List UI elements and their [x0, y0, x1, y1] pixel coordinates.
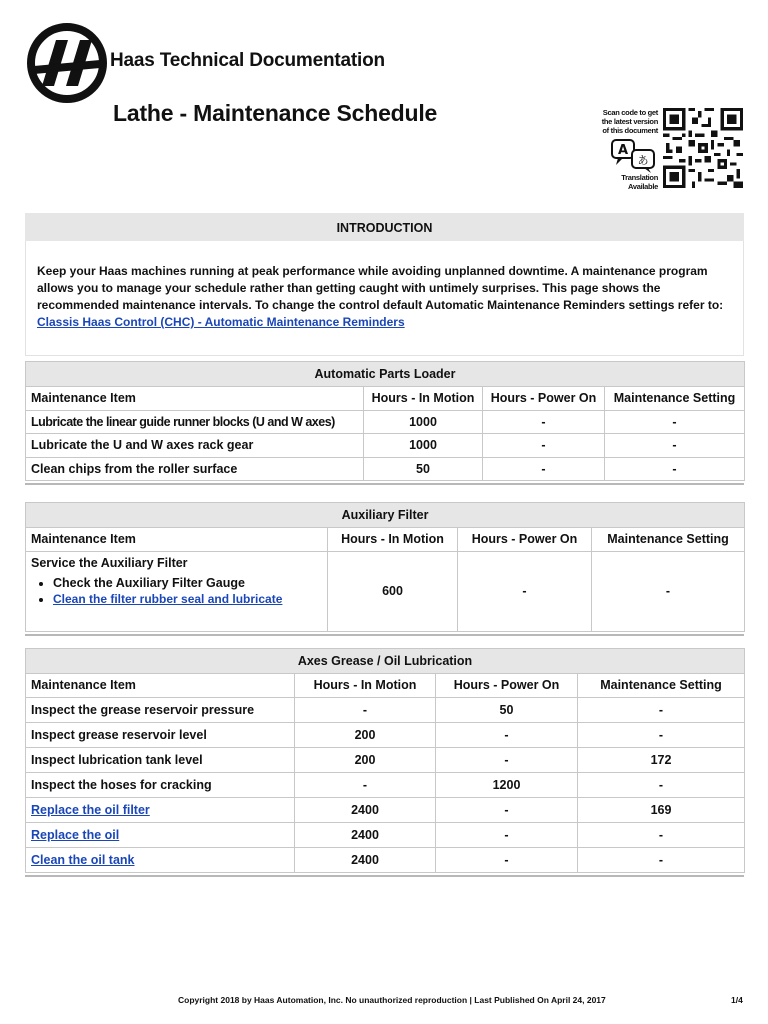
- table-row: [26, 697, 745, 722]
- grease-section: [25, 648, 744, 877]
- row-motion: 1000: [364, 434, 483, 458]
- brand-title: Haas Technical Documentation: [110, 50, 385, 71]
- row-power: 50: [436, 697, 578, 722]
- row-setting: -: [578, 822, 745, 847]
- replace-oil-filter-link[interactable]: Replace the oil filter: [31, 802, 150, 817]
- row-motion: 1000: [364, 410, 483, 434]
- row-setting: 172: [578, 747, 745, 772]
- table-row: [26, 797, 745, 822]
- row-motion: 600: [328, 551, 458, 631]
- row-power: -: [483, 434, 605, 458]
- table-row: [26, 551, 745, 631]
- list-item: [53, 592, 322, 606]
- svg-text:あ: あ: [637, 154, 649, 167]
- table-row: [26, 772, 745, 797]
- row-setting: -: [605, 457, 745, 481]
- col-hours-power: Hours - Power On: [436, 674, 578, 698]
- row-motion: 2400: [295, 797, 436, 822]
- table-row: [26, 722, 745, 747]
- row-item: Inspect lubrication tank level: [26, 747, 295, 772]
- col-maintenance-item: Maintenance Item: [26, 528, 328, 552]
- row-item: Clean chips from the roller surface: [26, 457, 364, 481]
- section-divider: [25, 875, 744, 877]
- clean-filter-seal-link[interactable]: Clean the filter rubber seal and lubricate: [53, 591, 283, 606]
- grease-header-row: [26, 674, 745, 698]
- row-motion: -: [295, 697, 436, 722]
- row-item-cell: [26, 797, 295, 822]
- row-power: 1200: [436, 772, 578, 797]
- svg-text:A: A: [617, 143, 629, 158]
- qr-code-icon[interactable]: [663, 108, 743, 188]
- row-item: Inspect the grease reservoir pressure: [26, 697, 295, 722]
- row-motion: 200: [295, 747, 436, 772]
- row-item: Lubricate the U and W axes rack gear: [26, 434, 364, 458]
- list-item: [53, 576, 322, 590]
- col-maintenance-setting: Maintenance Setting: [592, 528, 745, 552]
- table-row: [26, 434, 745, 458]
- introduction-text: Keep your Haas machines running at peak performance while avoiding unplanned downtime. A maintenance program allows you to manage your schedule rather than getting caught with untimely surprises. This page shows the recommended maintenance intervals. To change the control default Automatic Maintenance Reminders settings refer to:: [37, 264, 724, 312]
- col-hours-power: Hours - Power On: [483, 387, 605, 411]
- aux-title: Auxiliary Filter: [26, 503, 745, 528]
- chc-reminders-link[interactable]: Classis Haas Control (CHC) - Automatic Maintenance Reminders: [37, 315, 405, 329]
- table-row: [26, 747, 745, 772]
- aux-bullet-list: [31, 576, 322, 606]
- row-power: -: [483, 457, 605, 481]
- row-setting: -: [605, 434, 745, 458]
- bullet-check-gauge: Check the Auxiliary Filter Gauge: [53, 575, 245, 590]
- col-maintenance-item: Maintenance Item: [26, 674, 295, 698]
- row-item: Lubricate the linear guide runner blocks (U and W axes): [26, 410, 364, 434]
- table-row: [26, 457, 745, 481]
- section-divider: [25, 634, 744, 636]
- grease-table: [25, 648, 745, 873]
- aux-section: [25, 502, 744, 636]
- aux-table: [25, 502, 745, 632]
- row-power: -: [458, 551, 592, 631]
- row-setting: 169: [578, 797, 745, 822]
- page-title: Lathe - Maintenance Schedule: [113, 100, 438, 126]
- table-row: [26, 847, 745, 872]
- introduction-body: [25, 241, 744, 356]
- row-motion: -: [295, 772, 436, 797]
- row-setting: -: [592, 551, 745, 631]
- row-item: Service the Auxiliary Filter: [31, 555, 188, 570]
- row-motion: 200: [295, 722, 436, 747]
- row-item-cell: [26, 822, 295, 847]
- row-power: -: [436, 747, 578, 772]
- qr-translation-text: Translation Available: [621, 173, 658, 191]
- apl-table: [25, 361, 745, 481]
- table-row: [26, 822, 745, 847]
- row-setting: -: [605, 410, 745, 434]
- introduction-section: [25, 213, 744, 356]
- row-power: -: [436, 722, 578, 747]
- row-setting: -: [578, 772, 745, 797]
- grease-title: Axes Grease / Oil Lubrication: [26, 649, 745, 674]
- col-hours-motion: Hours - In Motion: [328, 528, 458, 552]
- row-item: Inspect grease reservoir level: [26, 722, 295, 747]
- replace-oil-link[interactable]: Replace the oil: [31, 827, 120, 842]
- row-motion: 50: [364, 457, 483, 481]
- col-maintenance-item: Maintenance Item: [26, 387, 364, 411]
- introduction-heading: INTRODUCTION: [25, 213, 744, 241]
- row-setting: -: [578, 722, 745, 747]
- row-power: -: [483, 410, 605, 434]
- translation-icon: [610, 138, 658, 174]
- col-hours-power: Hours - Power On: [458, 528, 592, 552]
- footer-copyright: Copyright 2018 by Haas Automation, Inc. No unauthorized reproduction | Last Published On April 24, 2017: [178, 995, 606, 1005]
- col-maintenance-setting: Maintenance Setting: [605, 387, 745, 411]
- page-number: 1/4: [731, 995, 743, 1005]
- clean-oil-tank-link[interactable]: Clean the oil tank: [31, 852, 135, 867]
- table-row: [26, 410, 745, 434]
- qr-block: [596, 108, 746, 192]
- apl-title: Automatic Parts Loader: [26, 362, 745, 387]
- row-power: -: [436, 797, 578, 822]
- row-item-cell: [26, 551, 328, 631]
- col-hours-motion: Hours - In Motion: [364, 387, 483, 411]
- row-item-cell: [26, 847, 295, 872]
- haas-logo-icon: [26, 22, 108, 104]
- row-item: Inspect the hoses for cracking: [26, 772, 295, 797]
- section-divider: [25, 483, 744, 485]
- col-maintenance-setting: Maintenance Setting: [578, 674, 745, 698]
- row-power: -: [436, 822, 578, 847]
- qr-scan-text: Scan code to get the latest version of this document: [601, 108, 658, 135]
- row-power: -: [436, 847, 578, 872]
- row-motion: 2400: [295, 847, 436, 872]
- apl-section: [25, 361, 744, 485]
- row-motion: 2400: [295, 822, 436, 847]
- aux-header-row: [26, 528, 745, 552]
- col-hours-motion: Hours - In Motion: [295, 674, 436, 698]
- row-setting: -: [578, 847, 745, 872]
- apl-header-row: [26, 387, 745, 411]
- row-setting: -: [578, 697, 745, 722]
